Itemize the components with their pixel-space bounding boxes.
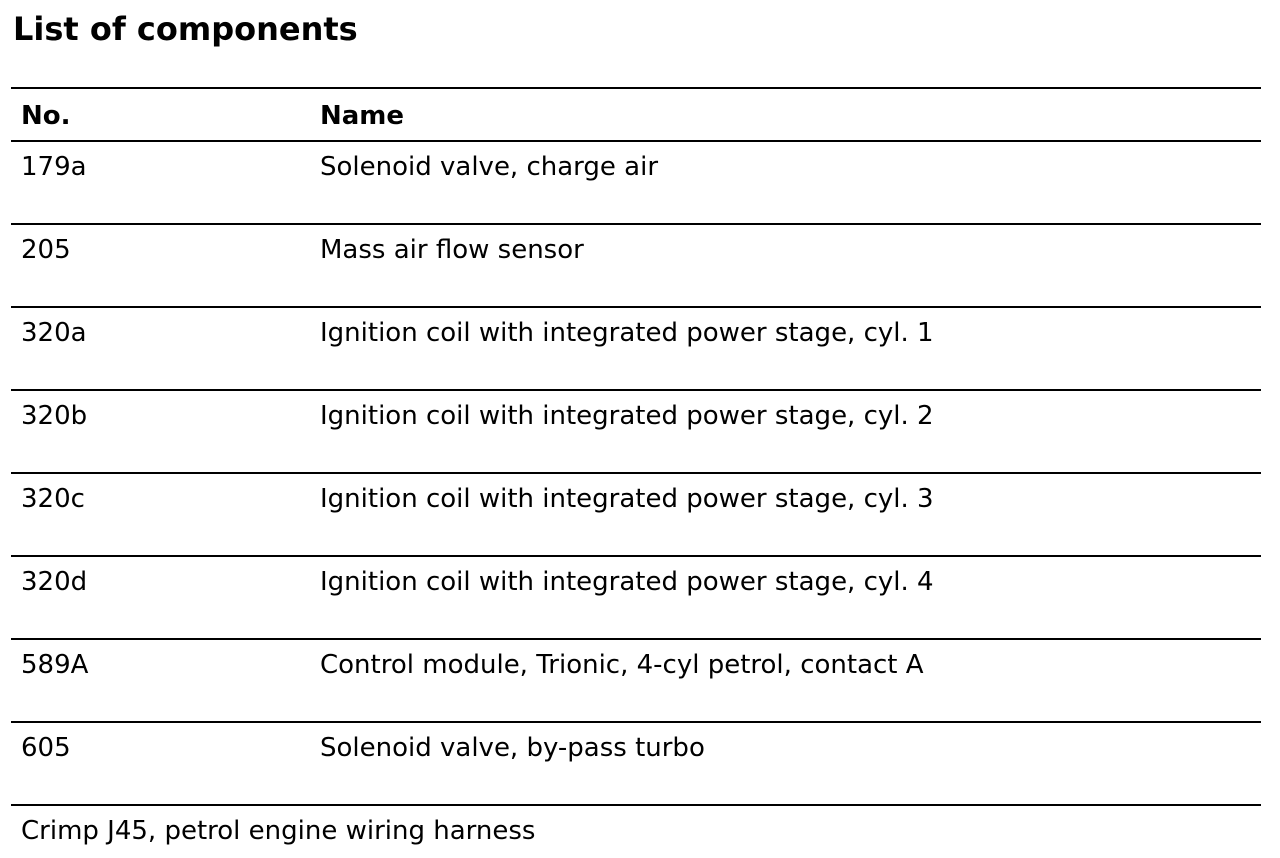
table-header-row — [11, 88, 1261, 141]
table-row — [11, 722, 1261, 805]
table-row — [11, 556, 1261, 639]
footer-note: Crimp J45, petrol engine wiring harness — [21, 816, 536, 846]
component-name: Control module, Trionic, 4-cyl petrol, contact A — [310, 639, 1261, 722]
page-title: List of components — [13, 10, 358, 48]
component-number: 589A — [11, 639, 310, 722]
component-name: Solenoid valve, by-pass turbo — [310, 722, 1261, 805]
component-name: Ignition coil with integrated power stage, cyl. 1 — [310, 307, 1261, 390]
component-number: 179a — [11, 141, 310, 224]
column-header-name: Name — [310, 88, 1261, 141]
table-row — [11, 307, 1261, 390]
component-number: 320b — [11, 390, 310, 473]
component-name: Mass air flow sensor — [310, 224, 1261, 307]
component-name: Solenoid valve, charge air — [310, 141, 1261, 224]
table-row — [11, 141, 1261, 224]
component-number: 320d — [11, 556, 310, 639]
component-number: 605 — [11, 722, 310, 805]
components-table — [11, 87, 1261, 806]
table-row — [11, 224, 1261, 307]
component-number: 320a — [11, 307, 310, 390]
table-row — [11, 639, 1261, 722]
component-number: 320c — [11, 473, 310, 556]
component-name: Ignition coil with integrated power stage, cyl. 4 — [310, 556, 1261, 639]
component-name: Ignition coil with integrated power stage, cyl. 3 — [310, 473, 1261, 556]
component-number: 205 — [11, 224, 310, 307]
component-name: Ignition coil with integrated power stage, cyl. 2 — [310, 390, 1261, 473]
column-header-number: No. — [11, 88, 310, 141]
table-row — [11, 473, 1261, 556]
table-row — [11, 390, 1261, 473]
